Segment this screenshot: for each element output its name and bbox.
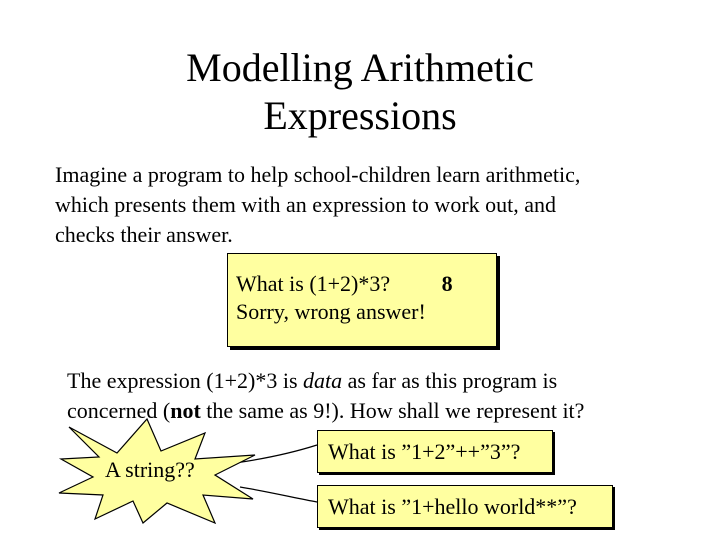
title-line-1: Modelling Arithmetic [186,45,534,90]
paragraph-data-word: data [303,368,343,393]
paragraph-mid: as far as this program is [342,368,558,393]
intro-line-2: which presents them with an expression to work out, and [55,192,557,217]
intro-line-1: Imagine a program to help school-children learn arithmetic, [55,162,581,187]
callout-label: A string?? [105,457,195,482]
paragraph-not-word: not [170,398,201,423]
example-response: Sorry, wrong answer! [236,299,426,324]
example-question: What is (1+2)*3? [236,271,391,296]
paragraph-pre: The expression (1+2)*3 is [67,368,304,393]
intro-line-3: checks their answer. [55,222,233,247]
string-example-box-2: What is ”1+hello world**”? [317,485,613,528]
paragraph-line2-post: the same as 9!). How shall we represent it? [200,398,585,423]
paragraph-line2-pre: concerned ( [67,398,171,423]
example-answer: 8 [441,271,453,296]
title-line-2: Expressions [263,93,457,138]
string-example-box-1: What is ”1+2”++”3”? [317,430,553,473]
